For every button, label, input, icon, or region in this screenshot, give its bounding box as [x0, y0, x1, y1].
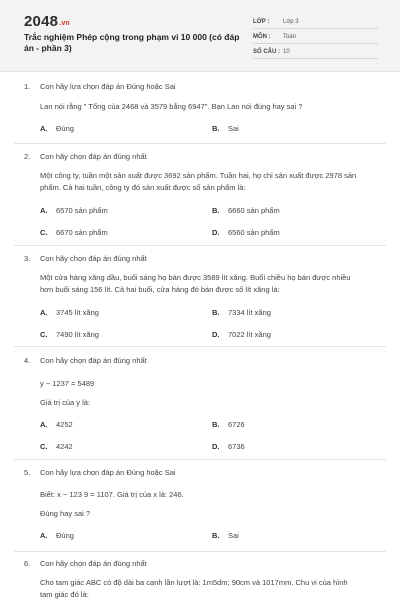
question-text: Cho tam giác ABC có độ dài ba cạnh lần lượt là: 1m5dm; 90cm và 1017mm. Chu vi của hình [40, 578, 348, 587]
answer-option-c[interactable]: C. 7490 lít xăng [40, 330, 99, 339]
question-number: 2. [24, 152, 31, 161]
question-heading: Con hãy chọn đáp án đúng nhất [40, 254, 147, 263]
logo-suffix: .vn [59, 20, 70, 27]
answer-option-b[interactable]: B. Sai [212, 124, 239, 133]
question-text: tam giác đó là: [40, 590, 89, 599]
question-number: 5. [24, 468, 31, 477]
question-number: 4. [24, 356, 31, 365]
question-expression: y − 1237 = 5489 [40, 379, 95, 388]
answer-option-a[interactable]: A. Đúng [40, 531, 74, 540]
answer-option-a[interactable]: A. 4252 [40, 420, 73, 429]
meta-value: Lớp 3 [283, 19, 299, 25]
answer-option-d[interactable]: D. 6560 sản phẩm [212, 228, 280, 237]
question-text: Đúng hay sai ? [40, 509, 91, 518]
site-logo[interactable]: 2048.vn [24, 13, 70, 30]
question-text: Biết: x − 123 9 = 1107. Giá trị của x là: 246. [40, 490, 184, 499]
meta-value: 10 [283, 49, 290, 55]
answer-option-b[interactable]: B. Sai [212, 531, 239, 540]
answer-option-d[interactable]: D. 6736 [212, 442, 245, 451]
divider [14, 346, 386, 347]
page-title: Trắc nghiệm Phép cộng trong phạm vi 10 000 (có đáp án - phần 3) [24, 32, 240, 53]
question-text: phẩm. Cả hai tuần, công ty đó sản xuất được số sản phẩm là: [40, 183, 246, 192]
question-text: Giá trị của y là: [40, 398, 91, 407]
answer-option-d[interactable]: D. 7022 lít xăng [212, 330, 271, 339]
meta-question-count [253, 46, 378, 59]
answer-option-a[interactable]: A. Đúng [40, 124, 74, 133]
question-heading: Con hãy chọn đáp án đúng nhất [40, 152, 147, 161]
question-number: 3. [24, 254, 31, 263]
divider [14, 551, 386, 552]
answer-option-b[interactable]: B. 6660 sản phẩm [212, 206, 280, 215]
question-text: hơn buổi sáng 156 lít. Cả hai buổi, cửa hàng đó bán được số lít xăng là: [40, 285, 280, 294]
question-heading: Con hãy chọn đáp án đúng nhất [40, 559, 147, 568]
question-heading: Con hãy chọn đáp án đúng nhất [40, 356, 147, 365]
meta-subject [253, 31, 378, 44]
meta-value: Toán [283, 34, 297, 40]
question-text: Lan nói rằng " Tổng của 2468 và 3579 bằng 6947". Bạn Lan nói đúng hay sai ? [40, 102, 303, 111]
answer-option-a[interactable]: A. 3745 lít xăng [40, 308, 99, 317]
question-heading: Con hãy lựa chọn đáp án Đúng hoặc Sai [40, 82, 176, 91]
meta-class [253, 16, 378, 29]
question-text: Một cửa hàng xăng dầu, buổi sáng họ bán được 3589 lít xăng. Buổi chiều họ bán được nhiều [40, 273, 351, 282]
answer-option-c[interactable]: C. 4242 [40, 442, 73, 451]
question-text: Một công ty, tuần một sản xuất được 3692 sản phẩm. Tuần hai, họ chỉ sản xuất được 2978 sản [40, 171, 357, 180]
answer-option-c[interactable]: C. 6670 sản phẩm [40, 228, 108, 237]
meta-label: MÔN : [253, 34, 271, 40]
divider [14, 459, 386, 460]
page-header [0, 0, 400, 72]
meta-label: LỚP : [253, 19, 270, 25]
question-heading: Con hãy lựa chọn đáp án Đúng hoặc Sai [40, 468, 176, 477]
answer-option-b[interactable]: B. 7334 lít xăng [212, 308, 271, 317]
answer-option-a[interactable]: A. 6570 sản phẩm [40, 206, 108, 215]
question-number: 6. [24, 559, 31, 568]
meta-label: SỐ CÂU : [253, 49, 280, 55]
answer-option-b[interactable]: B. 6726 [212, 420, 245, 429]
divider [14, 143, 386, 144]
question-number: 1. [24, 82, 31, 91]
divider [14, 245, 386, 246]
